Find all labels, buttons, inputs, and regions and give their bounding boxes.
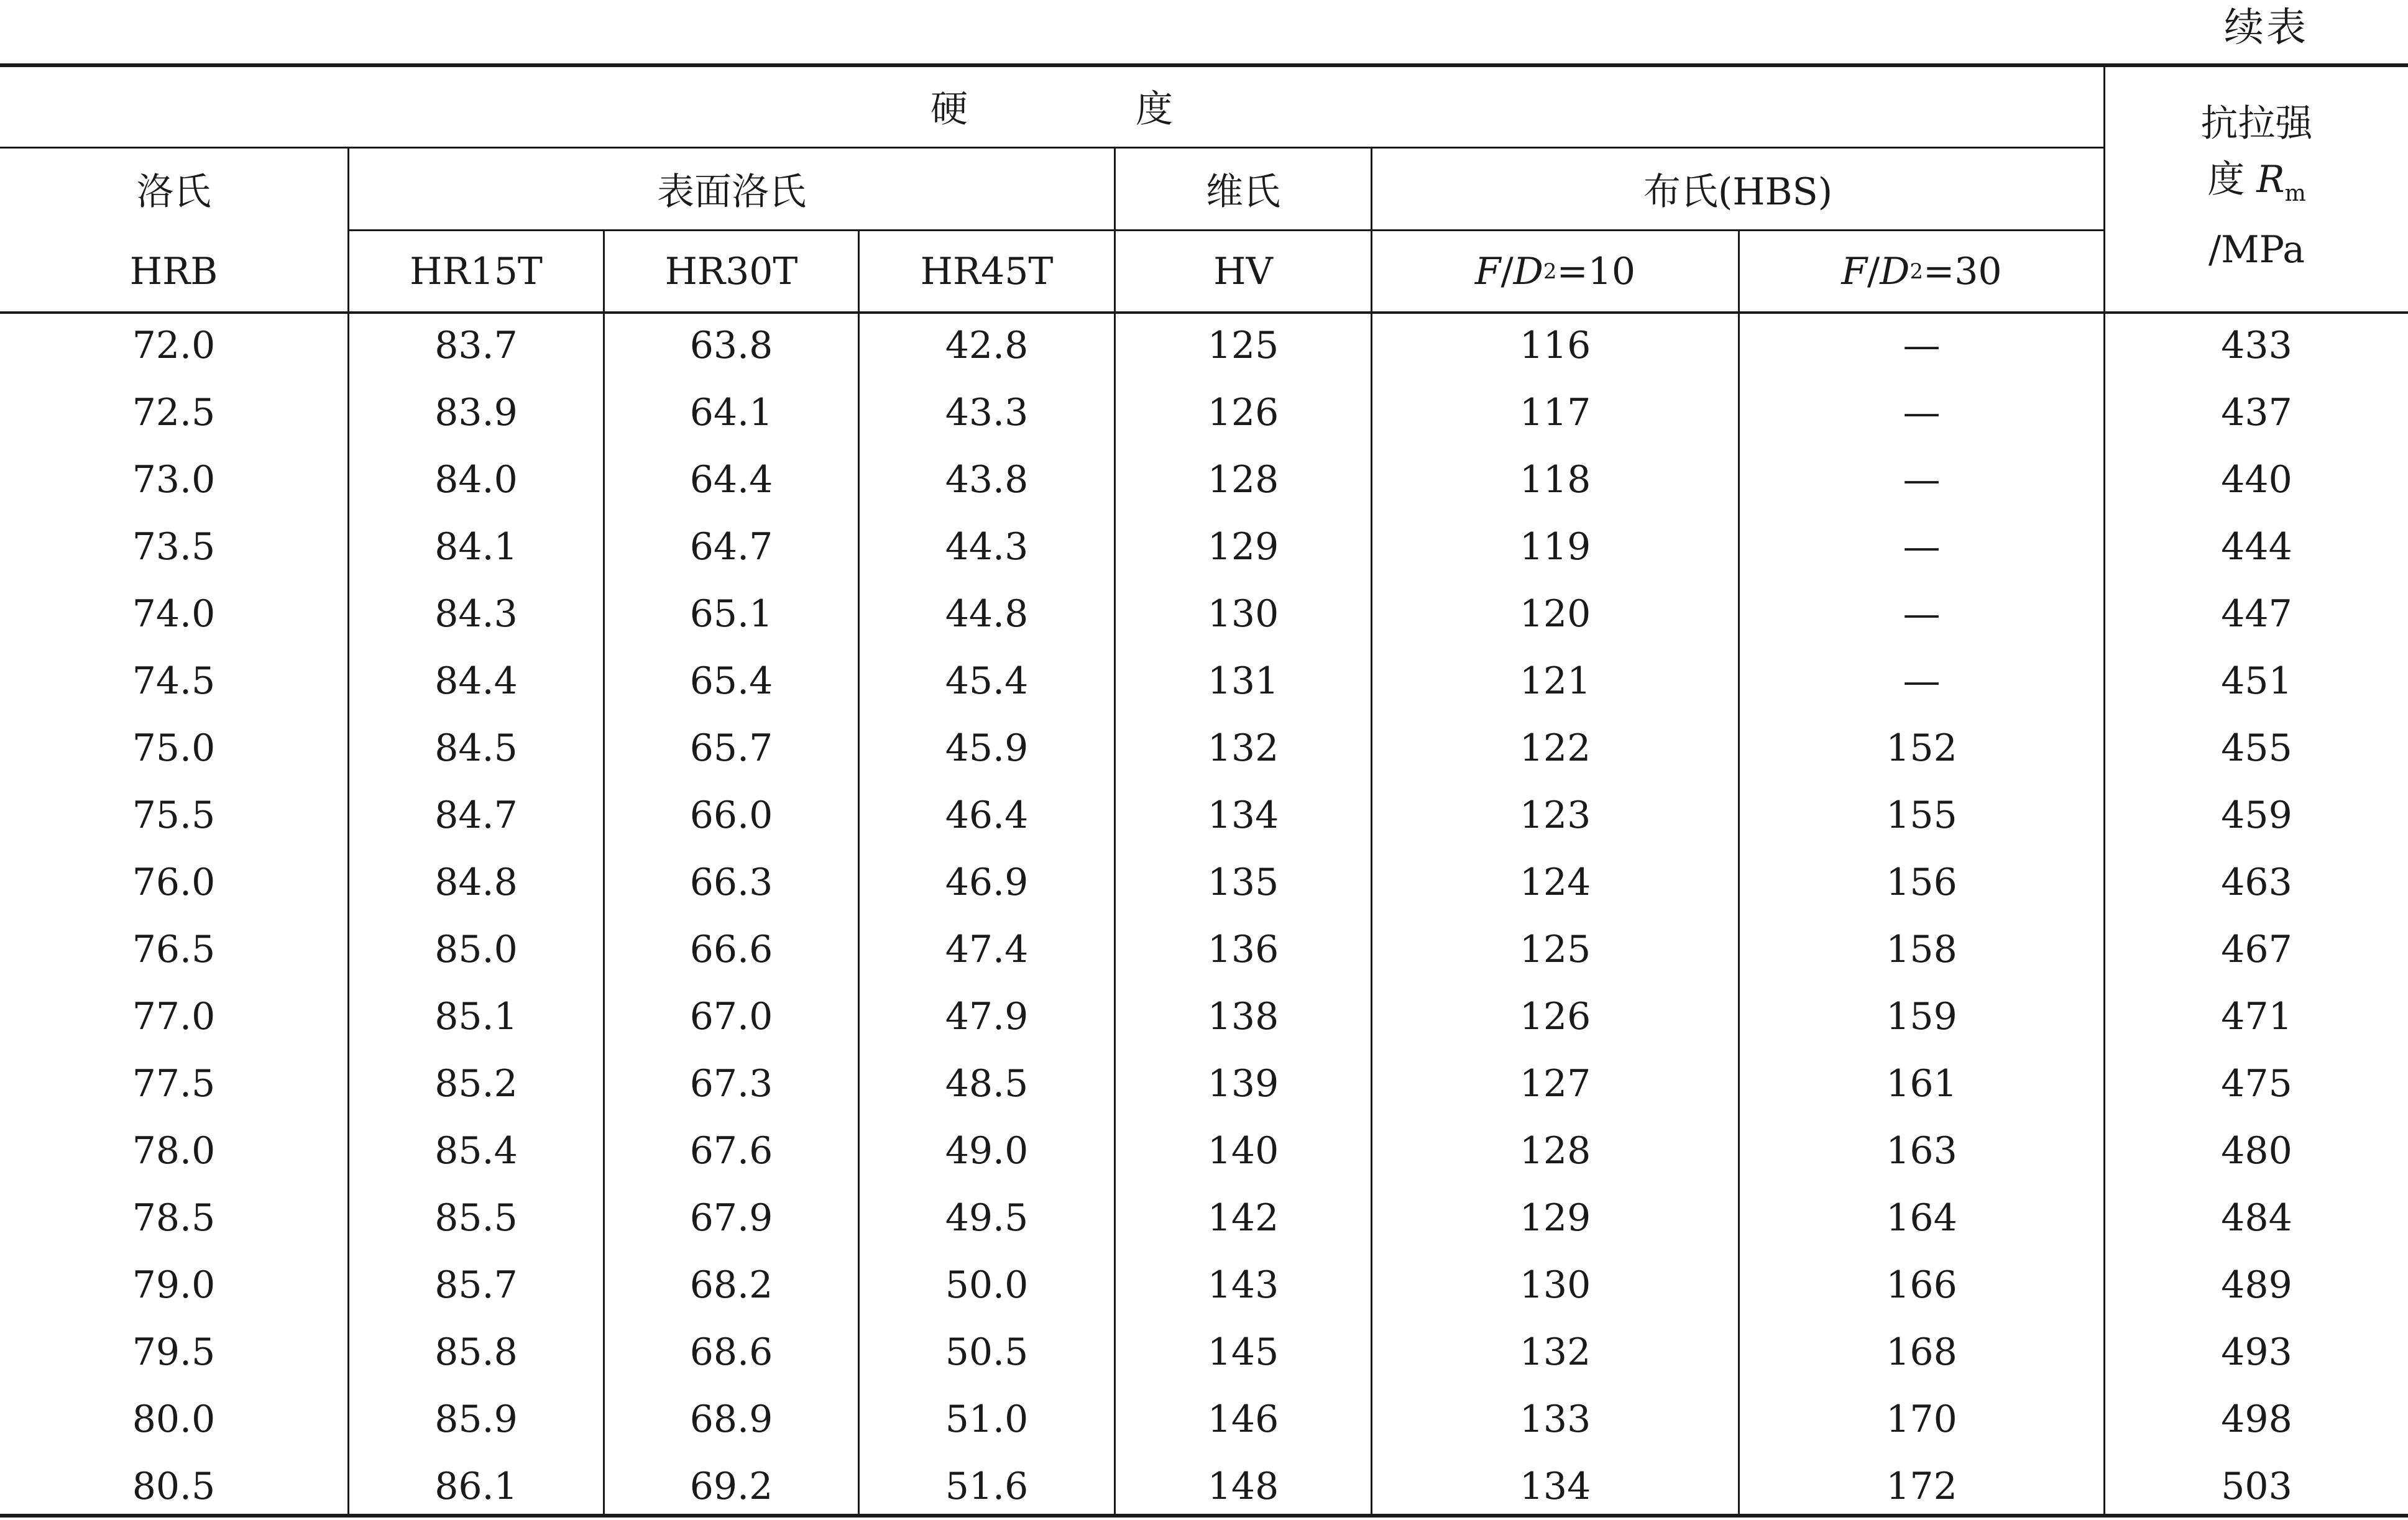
cell-fd2-10: 134 (1519, 1465, 1591, 1508)
cell-hr15t: 83.7 (434, 324, 518, 367)
cell-hr30t: 67.0 (689, 995, 773, 1038)
cell-tensile: 463 (2221, 861, 2292, 904)
cell-hrb: 76.0 (132, 861, 216, 904)
cell-hr30t: 65.4 (689, 659, 773, 703)
cell-tensile: 447 (2221, 592, 2292, 636)
cell-fd2-30: 163 (1886, 1129, 1957, 1173)
cell-hr15t: 84.8 (434, 861, 518, 904)
cell-hv: 129 (1207, 525, 1279, 569)
fd30-rest: =30 (1923, 249, 2002, 293)
cell-hr45t: 45.9 (945, 726, 1029, 770)
cell-hrb: 74.5 (132, 659, 216, 703)
cell-hr15t: 84.4 (434, 659, 518, 703)
cell-hrb: 80.5 (132, 1465, 216, 1508)
cell-fd2-30: 170 (1886, 1398, 1957, 1441)
cell-hr45t: 44.3 (945, 525, 1029, 569)
cell-hr15t: 85.1 (434, 995, 518, 1038)
cell-hr30t: 69.2 (689, 1465, 773, 1508)
table-row (0, 715, 2408, 782)
header-hardness-char-2: 度 (1136, 88, 1173, 131)
fd30-slash: / (1867, 249, 1880, 293)
cell-hr45t: 47.9 (945, 995, 1029, 1038)
cell-hr45t: 49.5 (945, 1196, 1029, 1240)
cell-tensile: 467 (2221, 928, 2292, 971)
cell-tensile: 471 (2221, 995, 2292, 1038)
cell-hv: 135 (1207, 861, 1279, 904)
cell-tensile: 475 (2221, 1062, 2292, 1106)
cell-hr30t: 65.1 (689, 592, 773, 636)
cell-tensile: 493 (2221, 1330, 2292, 1374)
cell-hr30t: 68.9 (689, 1398, 773, 1441)
header-tensile-strength (2105, 93, 2408, 280)
table-row (0, 446, 2408, 513)
cell-fd2-30: 155 (1886, 794, 1957, 837)
cell-hr30t: 65.7 (689, 726, 773, 770)
cell-fd2-10: 132 (1519, 1330, 1591, 1374)
cell-hr45t: 50.0 (945, 1263, 1029, 1307)
table-row (0, 648, 2408, 715)
cell-tensile: 440 (2221, 458, 2292, 501)
cell-fd2-10: 117 (1519, 391, 1591, 434)
cell-hr15t: 85.9 (434, 1398, 518, 1441)
cell-hr45t: 42.8 (945, 324, 1029, 367)
cell-hr15t: 85.8 (434, 1330, 518, 1374)
cell-fd2-10: 125 (1519, 928, 1591, 971)
table-row (0, 1117, 2408, 1184)
table-row (0, 513, 2408, 580)
table-row (0, 782, 2408, 849)
cell-fd2-30: — (1903, 458, 1941, 501)
cell-fd2-30: 161 (1886, 1062, 1957, 1106)
cell-hrb: 78.5 (132, 1196, 216, 1240)
cell-hv: 128 (1207, 458, 1279, 501)
table-caption: 续表 (2224, 5, 2309, 51)
cell-hrb: 72.5 (132, 391, 216, 434)
table-row (0, 312, 2408, 379)
cell-hr15t: 85.0 (434, 928, 518, 971)
cell-fd2-10: 133 (1519, 1398, 1591, 1441)
fd30-d: D (1880, 249, 1910, 293)
cell-hr45t: 51.6 (945, 1465, 1029, 1508)
cell-fd2-30: 152 (1886, 726, 1957, 770)
cell-hv: 140 (1207, 1129, 1279, 1173)
cell-hr45t: 51.0 (945, 1398, 1029, 1441)
cell-hrb: 75.5 (132, 794, 216, 837)
fd10-rest: =10 (1556, 249, 1636, 293)
cell-hrb: 79.5 (132, 1330, 216, 1374)
cell-fd2-30: 158 (1886, 928, 1957, 971)
cell-hrb: 72.0 (132, 324, 216, 367)
cell-fd2-10: 119 (1519, 525, 1591, 569)
cell-hr30t: 67.6 (689, 1129, 773, 1173)
cell-fd2-10: 120 (1519, 592, 1591, 636)
header-hardness (0, 65, 2103, 147)
cell-hv: 130 (1207, 592, 1279, 636)
cell-hrb: 76.5 (132, 928, 216, 971)
cell-fd2-10: 122 (1519, 726, 1591, 770)
cell-hr45t: 47.4 (945, 928, 1029, 971)
table-row (0, 983, 2408, 1050)
cell-hr45t: 43.3 (945, 391, 1029, 434)
header-hr45t: HR45T (920, 249, 1054, 293)
cell-hr45t: 44.8 (945, 592, 1029, 636)
header-hardness-char-1: 硬 (931, 88, 968, 131)
cell-hr45t: 43.8 (945, 458, 1029, 501)
cell-hrb: 73.5 (132, 525, 216, 569)
cell-hr15t: 85.4 (434, 1129, 518, 1173)
tensile-line-1: 抗拉强 (2200, 101, 2313, 145)
cell-hrb: 74.0 (132, 592, 216, 636)
cell-tensile: 444 (2221, 525, 2292, 569)
header-brinell: 布氏(HBS) (1643, 170, 1833, 214)
table-row (0, 580, 2408, 648)
cell-hr15t: 85.2 (434, 1062, 518, 1106)
cell-hv: 132 (1207, 726, 1279, 770)
cell-fd2-30: 166 (1886, 1263, 1957, 1307)
cell-hv: 138 (1207, 995, 1279, 1038)
table-row (0, 1386, 2408, 1453)
table-row (0, 1184, 2408, 1252)
fd30-f: F (1841, 249, 1868, 293)
cell-fd2-30: — (1903, 659, 1941, 703)
cell-fd2-10: 127 (1519, 1062, 1591, 1106)
tensile-line-2 (2207, 152, 2305, 222)
cell-hr30t: 64.7 (689, 525, 773, 569)
cell-hr30t: 66.3 (689, 861, 773, 904)
cell-tensile: 459 (2221, 794, 2292, 837)
cell-hr15t: 86.1 (434, 1465, 518, 1508)
tensile-du: 度 (2207, 157, 2245, 201)
cell-hr15t: 84.5 (434, 726, 518, 770)
cell-tensile: 503 (2221, 1465, 2292, 1508)
header-vickers: 维氏 (1206, 170, 1280, 214)
table-row (0, 1252, 2408, 1319)
cell-hr45t: 46.4 (945, 794, 1029, 837)
cell-fd2-30: — (1903, 391, 1941, 434)
cell-fd2-10: 121 (1519, 659, 1591, 703)
cell-hrb: 79.0 (132, 1263, 216, 1307)
fd30-exp: 2 (1909, 259, 1923, 284)
cell-fd2-10: 123 (1519, 794, 1591, 837)
table-row (0, 849, 2408, 916)
cell-hr15t: 85.5 (434, 1196, 518, 1240)
tensile-sub-m: m (2284, 180, 2306, 206)
cell-fd2-30: — (1903, 525, 1941, 569)
header-rockwell: 洛氏 (136, 170, 211, 214)
cell-fd2-30: — (1903, 324, 1941, 367)
tensile-line-3: /MPa (2208, 227, 2305, 272)
cell-hv: 134 (1207, 794, 1279, 837)
cell-hr30t: 64.1 (689, 391, 773, 434)
cell-fd2-30: 156 (1886, 861, 1957, 904)
cell-fd2-10: 116 (1519, 324, 1591, 367)
cell-hr30t: 66.0 (689, 794, 773, 837)
fd10-exp: 2 (1543, 259, 1557, 284)
cell-hr30t: 68.2 (689, 1263, 773, 1307)
table-row (0, 1050, 2408, 1117)
cell-hrb: 78.0 (132, 1129, 216, 1173)
cell-hrb: 80.0 (132, 1398, 216, 1441)
header-hv: HV (1213, 249, 1273, 293)
cell-hr15t: 84.3 (434, 592, 518, 636)
fd10-slash: / (1500, 249, 1514, 293)
cell-hr45t: 48.5 (945, 1062, 1029, 1106)
cell-tensile: 484 (2221, 1196, 2292, 1240)
cell-tensile: 437 (2221, 391, 2292, 434)
header-fd2-30 (1740, 231, 2103, 311)
cell-tensile: 480 (2221, 1129, 2292, 1173)
cell-fd2-30: — (1903, 592, 1941, 636)
tensile-r: R (2256, 157, 2285, 201)
cell-hv: 136 (1207, 928, 1279, 971)
cell-fd2-10: 124 (1519, 861, 1591, 904)
cell-hr15t: 85.7 (434, 1263, 518, 1307)
cell-hv: 146 (1207, 1398, 1279, 1441)
cell-hr30t: 64.4 (689, 458, 773, 501)
cell-hr30t: 66.6 (689, 928, 773, 971)
cell-hr30t: 67.9 (689, 1196, 773, 1240)
header-hr30t: HR30T (664, 249, 798, 293)
cell-tensile: 489 (2221, 1263, 2292, 1307)
cell-hr15t: 84.0 (434, 458, 518, 501)
cell-hv: 148 (1207, 1465, 1279, 1508)
cell-fd2-10: 129 (1519, 1196, 1591, 1240)
cell-hr45t: 46.9 (945, 861, 1029, 904)
fd10-d: D (1513, 249, 1543, 293)
cell-tensile: 455 (2221, 726, 2292, 770)
table-row (0, 916, 2408, 983)
table-row (0, 1319, 2408, 1386)
cell-hv: 139 (1207, 1062, 1279, 1106)
fd10-f: F (1474, 249, 1501, 293)
cell-tensile: 451 (2221, 659, 2292, 703)
table-row (0, 379, 2408, 446)
cell-hv: 131 (1207, 659, 1279, 703)
cell-fd2-10: 128 (1519, 1129, 1591, 1173)
cell-hv: 143 (1207, 1263, 1279, 1307)
cell-hrb: 77.5 (132, 1062, 216, 1106)
cell-hrb: 75.0 (132, 726, 216, 770)
cell-hr45t: 50.5 (945, 1330, 1029, 1374)
header-fd2-10 (1372, 231, 1738, 311)
cell-fd2-30: 172 (1886, 1465, 1957, 1508)
cell-hr15t: 83.9 (434, 391, 518, 434)
cell-hv: 145 (1207, 1330, 1279, 1374)
cell-fd2-10: 118 (1519, 458, 1591, 501)
cell-hr45t: 49.0 (945, 1129, 1029, 1173)
header-hr15t: HR15T (410, 249, 543, 293)
cell-hv: 126 (1207, 391, 1279, 434)
cell-fd2-30: 168 (1886, 1330, 1957, 1374)
cell-hv: 142 (1207, 1196, 1279, 1240)
cell-hr15t: 84.7 (434, 794, 518, 837)
cell-hrb: 77.0 (132, 995, 216, 1038)
cell-tensile: 433 (2221, 324, 2292, 367)
cell-hr45t: 45.4 (945, 659, 1029, 703)
cell-fd2-10: 130 (1519, 1263, 1591, 1307)
header-hrb: HRB (129, 249, 218, 293)
header-surface-rockwell: 表面洛氏 (657, 170, 806, 214)
table-row (0, 1453, 2408, 1520)
cell-hr30t: 68.6 (689, 1330, 773, 1374)
cell-tensile: 498 (2221, 1398, 2292, 1441)
cell-fd2-10: 126 (1519, 995, 1591, 1038)
cell-fd2-30: 164 (1886, 1196, 1957, 1240)
cell-fd2-30: 159 (1886, 995, 1957, 1038)
cell-hr30t: 63.8 (689, 324, 773, 367)
cell-hr15t: 84.1 (434, 525, 518, 569)
cell-hr30t: 67.3 (689, 1062, 773, 1106)
cell-hrb: 73.0 (132, 458, 216, 501)
cell-hv: 125 (1207, 324, 1279, 367)
